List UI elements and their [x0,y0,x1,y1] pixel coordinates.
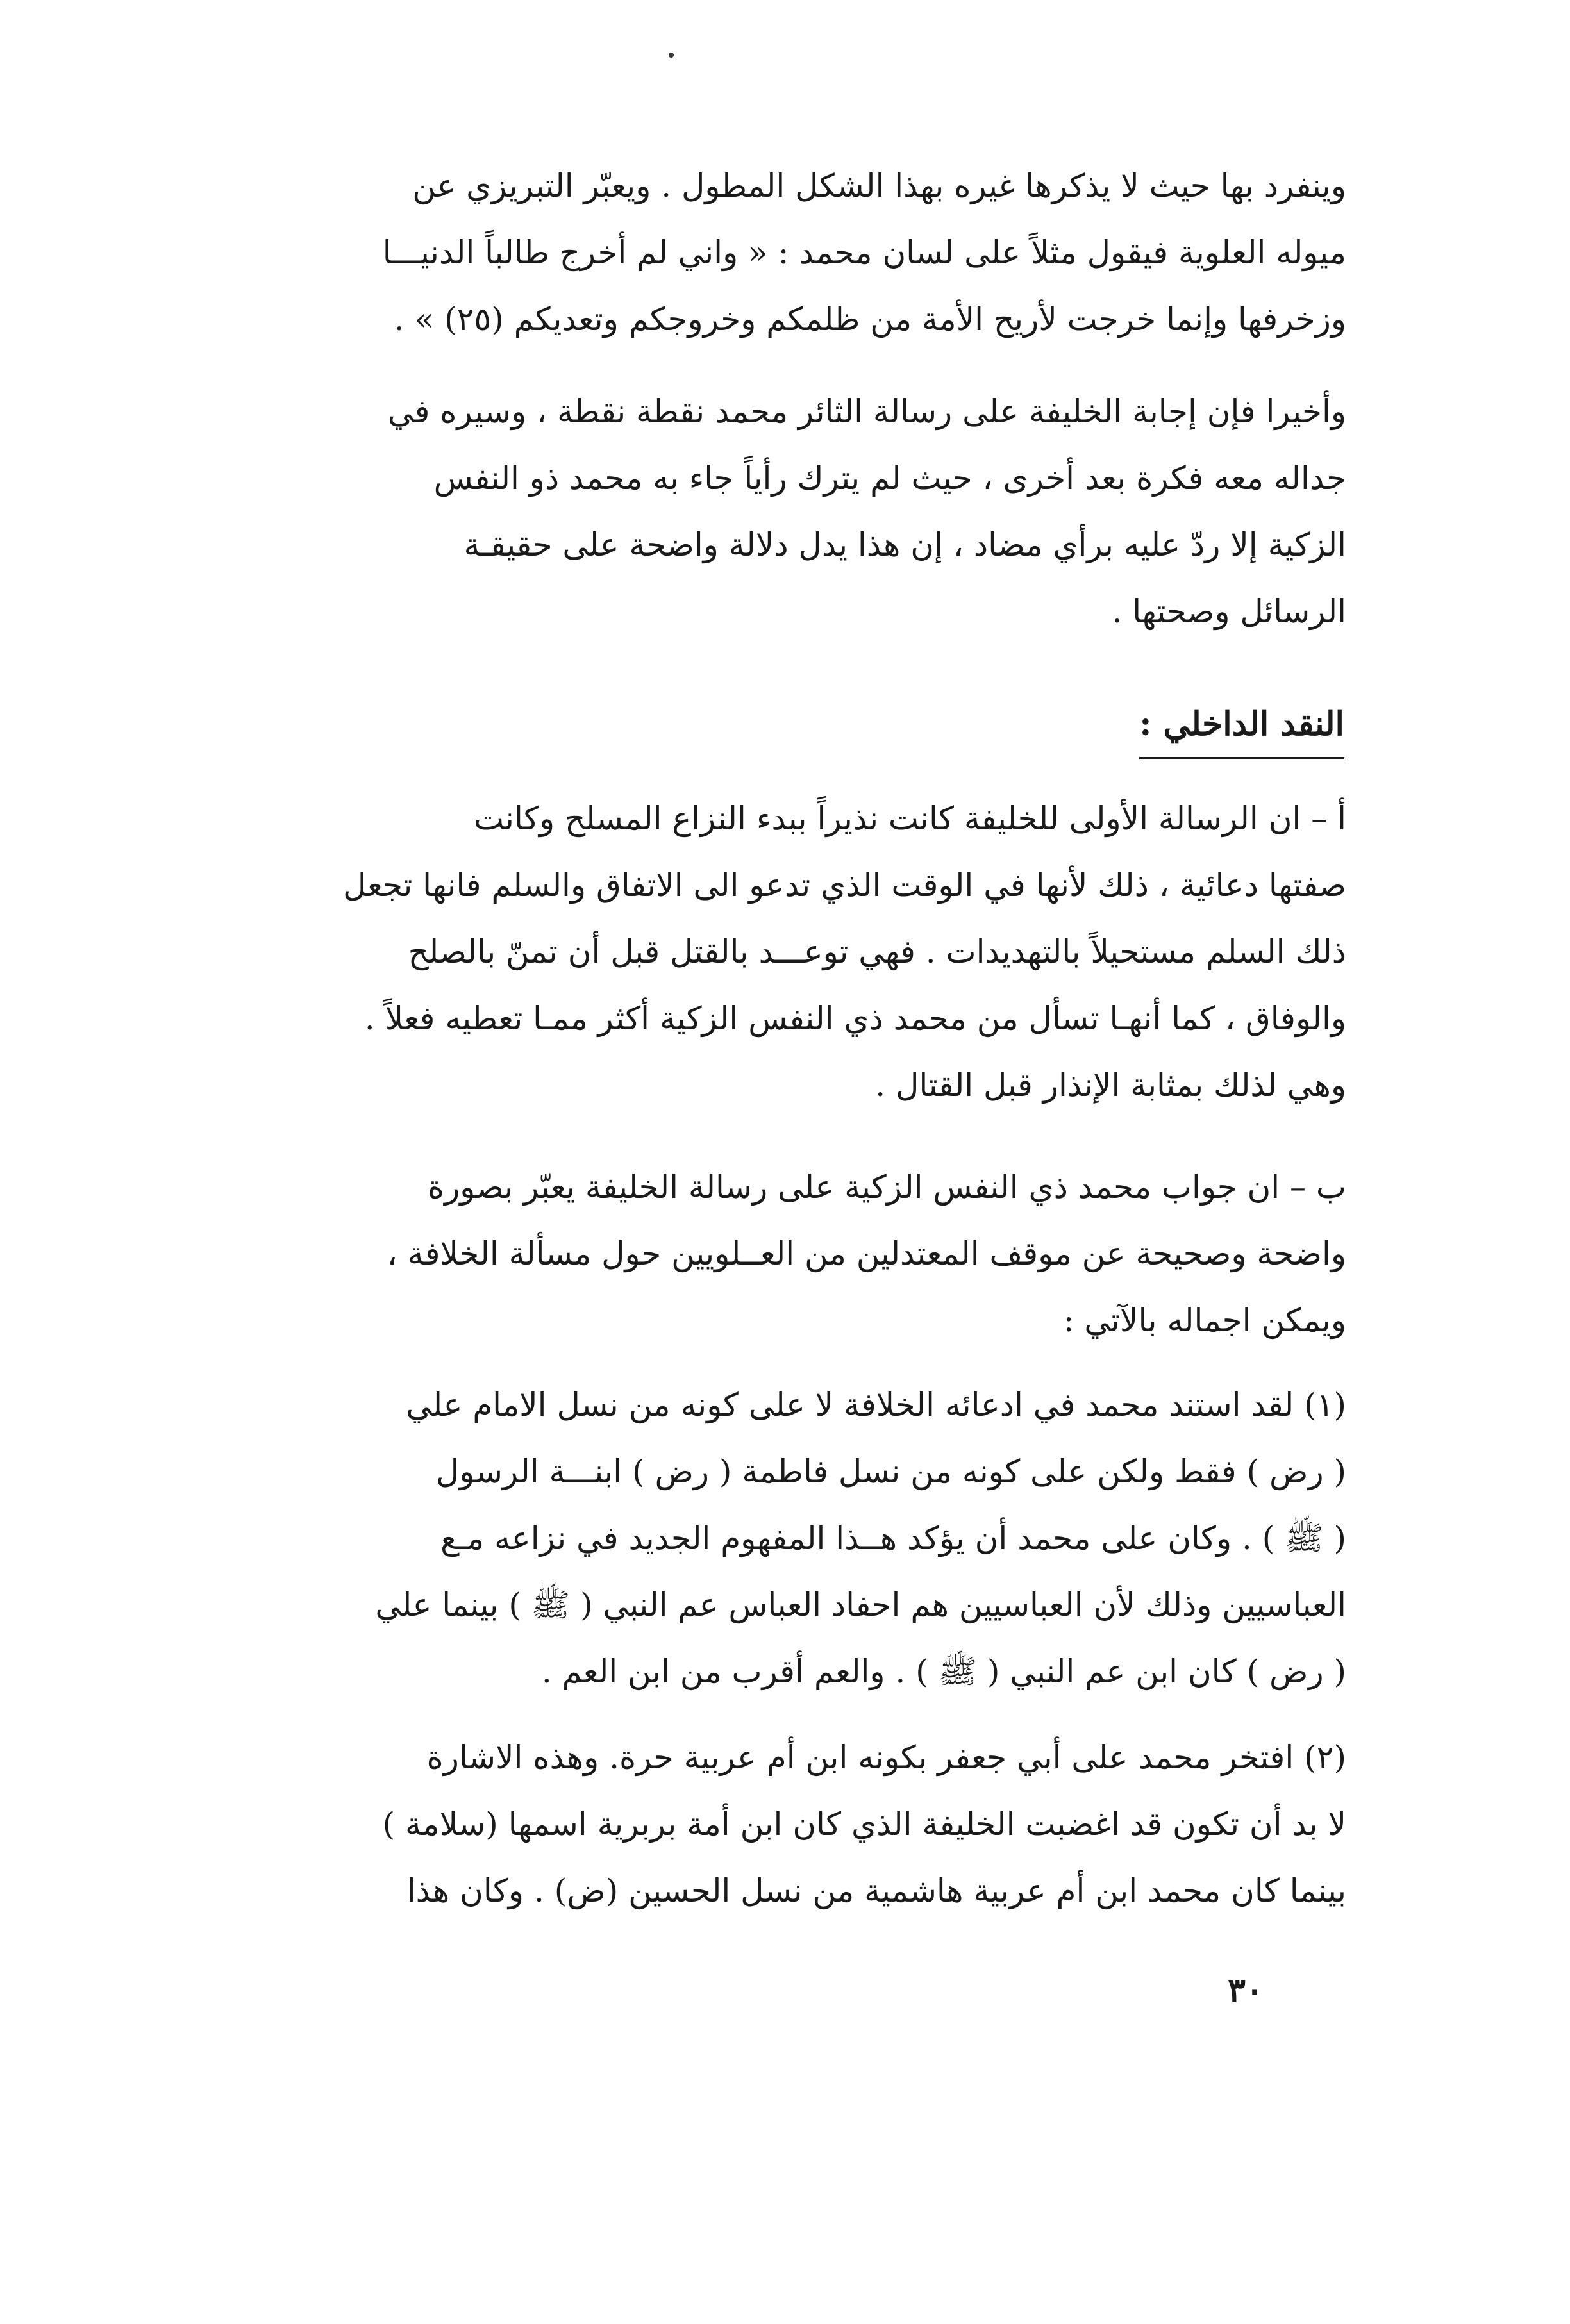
scan-speck [669,53,674,58]
paragraph-alef [256,785,1346,1118]
paragraph-point-1 [256,1372,1346,1705]
text-line: وأخيرا فإن إجابة الخليفة على رسالة الثائر محمد نقطة نقطة ، وسيره في [387,393,1346,430]
text-line: بينما كان محمد ابن أم عربية هاشمية من نسل الحسين (ض) . وكان هذا [406,1872,1346,1909]
text-line: (١) لقد استند محمد في ادعائه الخلافة لا على كونه من نسل الامام علي [406,1386,1346,1423]
text-line: الرسائل وصحتها . [1112,593,1346,630]
paragraph-ba [256,1154,1346,1354]
text-line: ( رض ) كان ابن عم النبي ( ﷺ ) . والعم أقرب من ابن العم . [541,1653,1346,1690]
text-line: ميوله العلوية فيقول مثلاً على لسان محمد : « واني لم أخرج طالباً الدنيـــا [382,234,1346,271]
text-line: وينفرد بها حيث لا يذكرها غيره بهذا الشكل المطول . ويعبّر التبريزي عن [412,167,1346,204]
text-line: ب – ان جواب محمد ذي النفس الزكية على رسالة الخليفة يعبّر بصورة [427,1168,1346,1206]
text-line: صفتها دعائية ، ذلك لأنها في الوقت الذي تدعو الى الاتفاق والسلم فانها تجعل [343,867,1346,904]
text-line: ذلك السلم مستحيلاً بالتهديدات . فهي توعـــد بالقتل قبل أن تمنّ بالصلح [408,933,1346,970]
text-line: العباسيين وذلك لأن العباسيين هم احفاد العباس عم النبي ( ﷺ ) بينما علي [375,1586,1346,1623]
text-line: أ – ان الرسالة الأولى للخليفة كانت نذيراً ببدء النزاع المسلح وكانت [473,800,1346,837]
text-line: ( ﷺ ) . وكان على محمد أن يؤكد هــذا المفهوم الجديد في نزاعه مـع [440,1520,1346,1557]
text-line: ويمكن اجماله بالآتي : [1063,1302,1346,1339]
text-line: وهي لذلك بمثابة الإنذار قبل القتال . [875,1067,1346,1104]
section-heading-wrap [1139,695,1344,759]
page-number: ٣٠ [1228,1971,1264,2010]
text-line: لا بد أن تكون قد اغضبت الخليفة الذي كان ابن أمة بربرية اسمها (سلامة ) [382,1805,1346,1843]
text-line: واضحة وصحيحة عن موقف المعتدلين من العــلويين حول مسألة الخلافة ، [387,1235,1346,1272]
section-heading: النقد الداخلي : [1139,695,1344,759]
paragraph-2 [256,378,1346,645]
paragraph-point-2 [256,1724,1346,1924]
text-line: جداله معه فكرة بعد أخرى ، حيث لم يترك رأياً جاء به محمد ذو النفس [433,460,1346,497]
paragraph-1 [256,153,1346,353]
text-line: ( رض ) فقط ولكن على كونه من نسل فاطمة ( رض ) ابنـــة الرسول [435,1453,1346,1490]
text-line: (٢) افتخر محمد على أبي جعفر بكونه ابن أم عربية حرة. وهذه الاشارة [426,1739,1346,1776]
text-line: الزكية إلا ردّ عليه برأي مضاد ، إن هذا يدل دلالة واضحة على حقيقـة [463,526,1346,563]
text-line: والوفاق ، كما أنهـا تسأل من محمد ذي النفس الزكية أكثر ممـا تعطيه فعلاً . [364,1000,1346,1037]
text-line: وزخرفها وإنما خرجت لأريح الأمة من ظلمكم وخروجكم وتعديكم (٢٥) » . [394,301,1346,338]
